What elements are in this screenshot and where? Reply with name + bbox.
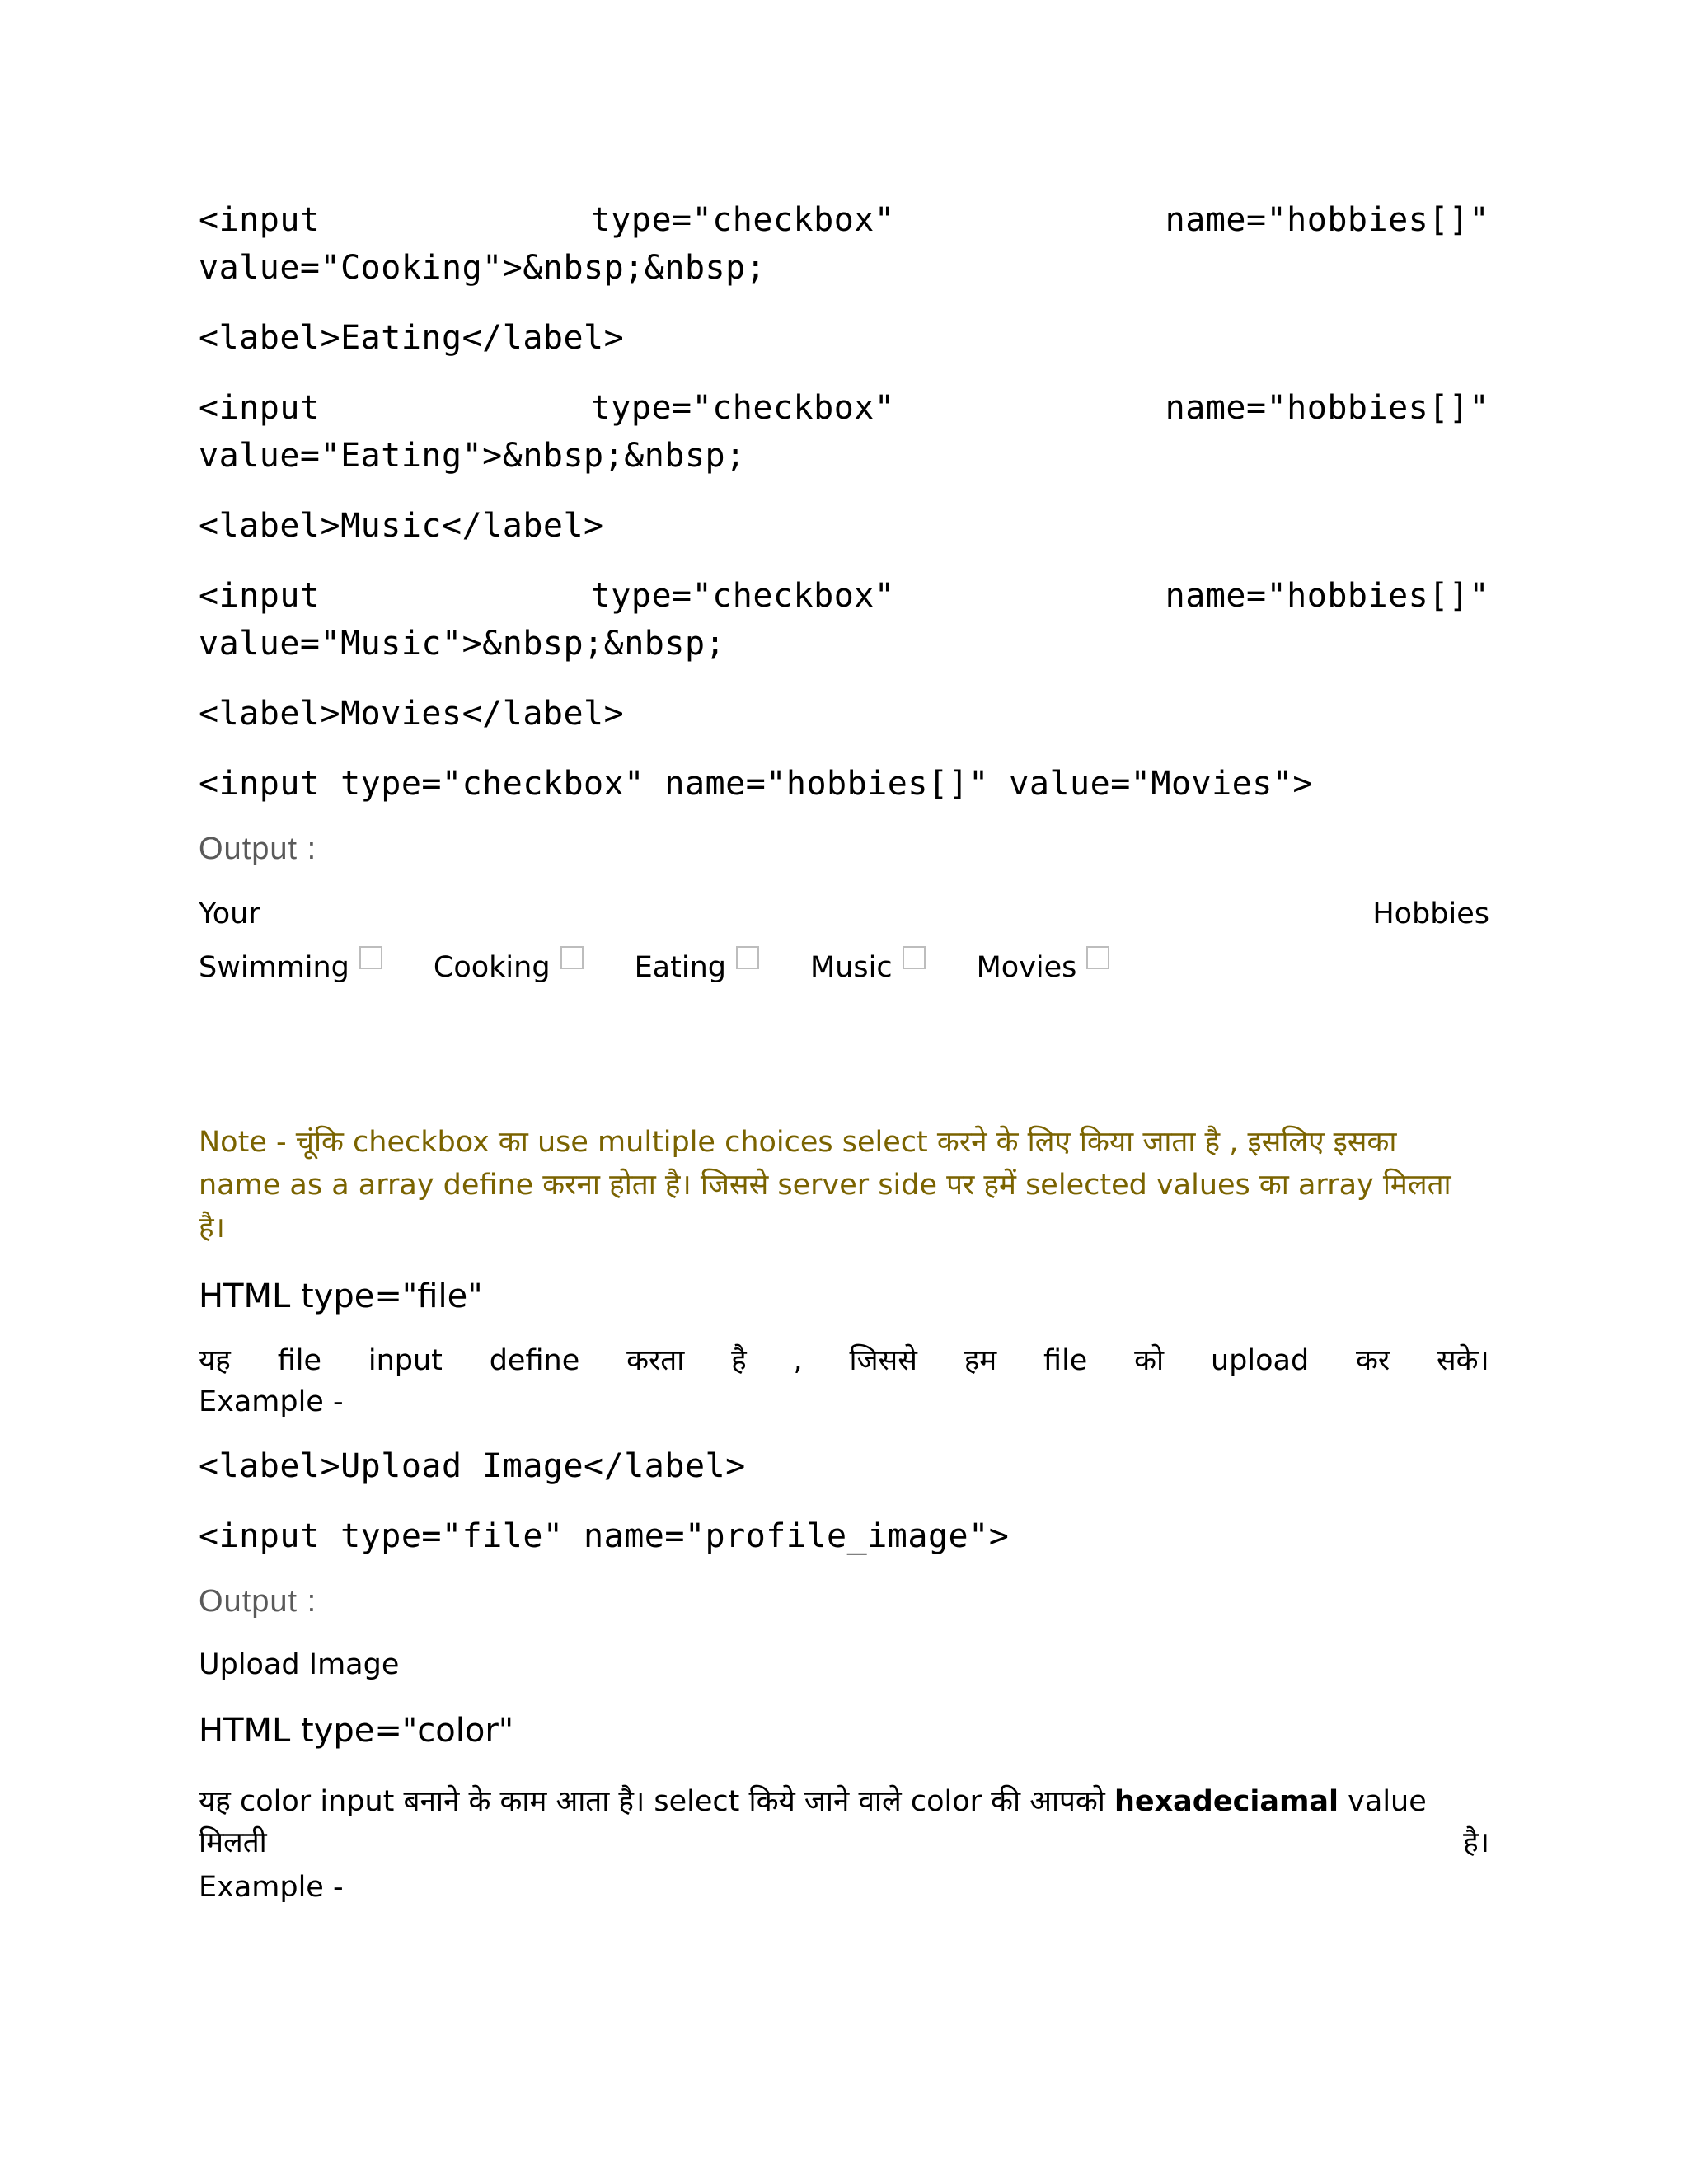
code-token: name="hobbies[]" (1165, 201, 1489, 239)
music-checkbox[interactable] (903, 946, 926, 969)
note-line: name as a array define करना होता है। जिससे server side पर हमें selected values का array मिलता (199, 1169, 1451, 1202)
hobby-cooking (434, 946, 584, 989)
hobbies-text: Hobbies (1372, 898, 1489, 930)
file-description (199, 1339, 1489, 1382)
file-code-input: <input type="file" name="profile_image"> (199, 1517, 1010, 1555)
color-desc-left: मिलती (199, 1826, 267, 1859)
your-hobbies-line (199, 893, 1489, 935)
code-label-movies: <label>Movies</label> (199, 695, 625, 733)
code-token: <input (199, 389, 321, 427)
word: , (793, 1344, 803, 1377)
note-line: Note - चूंकि checkbox का use multiple choices select करने के लिए किया जाता है , इसलिए इसका (199, 1126, 1397, 1159)
code-token: type="checkbox" (590, 389, 895, 427)
code-line-movies: <input type="checkbox" name="hobbies[]" value="Movies"> (199, 765, 1314, 803)
word: को (1134, 1344, 1165, 1377)
note-paragraph (199, 1121, 1489, 1249)
note-line: है। (199, 1212, 225, 1244)
file-heading: HTML type="file" (199, 1277, 483, 1315)
color-description-line1 (199, 1780, 1489, 1823)
color-desc-bold: hexadeciamal (1114, 1785, 1339, 1818)
color-example-label: Example - (199, 1871, 344, 1904)
code-token: type="checkbox" (590, 577, 895, 615)
code-token: name="hobbies[]" (1165, 389, 1489, 427)
file-code-label: <label>Upload Image</label> (199, 1447, 746, 1485)
code-token: type="checkbox" (590, 201, 895, 239)
word: करता (626, 1344, 685, 1377)
hobby-music (810, 946, 926, 989)
file-output-label: Output : (199, 1584, 317, 1619)
hobby-movies (977, 946, 1110, 989)
code-line-cooking (199, 196, 1489, 244)
color-desc-right: है। (1463, 1826, 1489, 1859)
code-token: <input (199, 201, 321, 239)
word: सके। (1437, 1344, 1489, 1377)
hobby-eating (635, 946, 759, 989)
color-desc-pre: यह color input बनाने के काम आता है। select किये जाने वाले color की आपको (199, 1785, 1114, 1818)
cooking-checkbox[interactable] (560, 946, 584, 969)
code-line-music (199, 572, 1489, 620)
code-label-eating: <label>Eating</label> (199, 319, 625, 357)
code-line-cooking-cont: value="Cooking">&nbsp;&nbsp; (199, 249, 767, 287)
eating-checkbox[interactable] (736, 946, 759, 969)
word: जिससे (849, 1344, 917, 1377)
hobby-label: Eating (634, 951, 726, 984)
word: upload (1210, 1344, 1310, 1377)
hobby-swimming (199, 946, 382, 989)
code-line-music-cont: value="Music">&nbsp;&nbsp; (199, 625, 726, 663)
word: file (277, 1344, 322, 1377)
movies-checkbox[interactable] (1086, 946, 1109, 969)
code-label-music: <label>Music</label> (199, 507, 604, 545)
word: कर (1355, 1344, 1390, 1377)
color-heading: HTML type="color" (199, 1712, 514, 1750)
swimming-checkbox[interactable] (359, 946, 382, 969)
hobby-label: Music (809, 951, 893, 984)
word: यह (199, 1344, 231, 1377)
code-line-eating (199, 384, 1489, 432)
code-token: <input (199, 577, 321, 615)
word: input (368, 1344, 443, 1377)
code-line-eating-cont: value="Eating">&nbsp;&nbsp; (199, 437, 746, 475)
hobbies-checkbox-row (199, 946, 1489, 989)
color-desc-post: value (1339, 1785, 1427, 1818)
word: define (489, 1344, 580, 1377)
hobby-label: Swimming (199, 951, 349, 984)
code-token: name="hobbies[]" (1165, 577, 1489, 615)
upload-image-text: Upload Image (199, 1648, 400, 1681)
word: है (731, 1344, 747, 1377)
hobby-label: Cooking (433, 951, 551, 984)
output-label: Output : (199, 832, 317, 866)
word: file (1043, 1344, 1088, 1377)
hobby-label: Movies (976, 951, 1077, 984)
file-example-label: Example - (199, 1385, 344, 1418)
your-text: Your (199, 898, 260, 930)
color-description-line2 (199, 1821, 1489, 1864)
word: हम (964, 1344, 997, 1377)
